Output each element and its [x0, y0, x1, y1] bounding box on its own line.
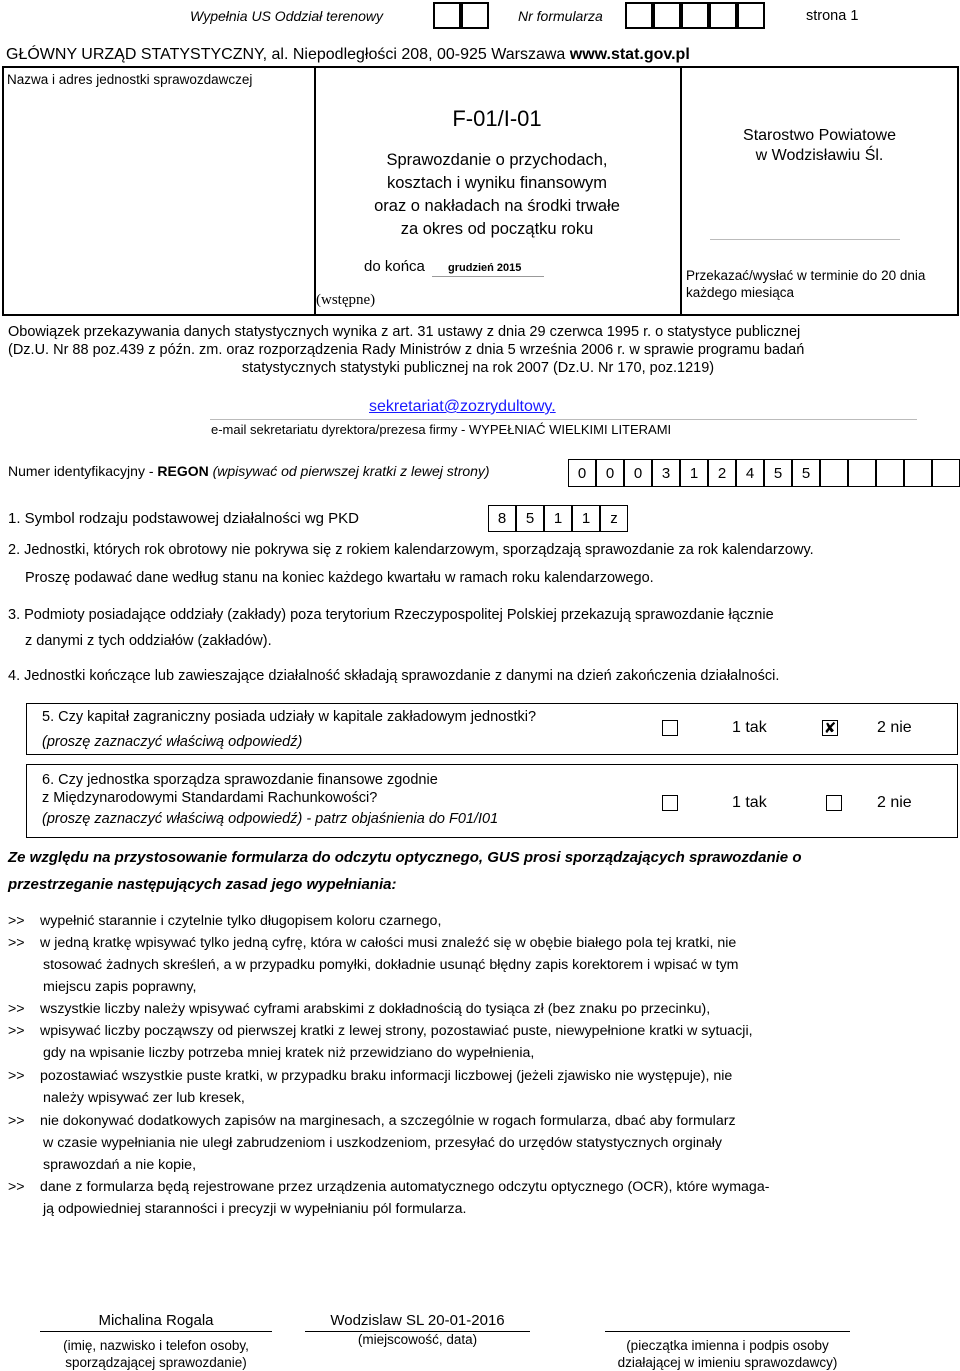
rule-2-cont: stosować żadnych skreśleń, a w przypadku pomyłki, dokładnie usunąć błędny zapis korektorem i wpisać w tym	[43, 957, 739, 973]
regon-digit[interactable]	[876, 459, 904, 487]
form-title: Sprawozdanie o przychodach, kosztach i wyniku finansowym oraz o nakładach na środki trwałe za okres od początku roku	[374, 151, 620, 238]
recipient: Starostwo Powiatowe w Wodzisławiu Śl.	[743, 127, 896, 164]
period-value: grudzień 2015	[448, 262, 522, 274]
form-number-label: Nr formularza	[518, 8, 603, 24]
regon-digit[interactable]: 4	[736, 459, 764, 487]
pkd-label: 1. Symbol rodzaju podstawowej działalności wg PKD	[8, 510, 360, 527]
rule-7-cont: ją odpowiedniej staranności i precyzji w wypełnianiu pól formularza.	[43, 1201, 467, 1217]
regon-label: Numer identyfikacyjny - REGON (wpisywać od pierwszej kratki z lewej strony)	[8, 463, 490, 479]
q5-yes-label: 1 tak	[732, 719, 767, 736]
q6-no-label: 2 nie	[877, 794, 912, 811]
bullet-marker: >>	[8, 935, 25, 951]
deadline-note: Przekazać/wysłać w terminie do 20 dnia każdego miesiąca	[686, 268, 926, 300]
regon-digit[interactable]	[820, 459, 848, 487]
bullet-marker: >>	[8, 1068, 25, 1084]
note-3: 3. Podmioty posiadające oddziały (zakłady) poza terytorium Rzeczypospolitej Polskiej przekazują sprawozdanie łącznie	[8, 607, 774, 623]
email-field[interactable]: sekretariat@zozrydultowy.	[369, 398, 556, 415]
regon-digit[interactable]: 0	[568, 459, 596, 487]
form-number-box[interactable]	[653, 2, 681, 29]
page-number: strona 1	[806, 8, 859, 24]
form-number-box[interactable]	[709, 2, 737, 29]
filled-by-label: Wypełnia US Oddział terenowy	[190, 8, 383, 24]
q6-yes-checkbox[interactable]	[662, 795, 678, 811]
pkd-char[interactable]: z	[600, 505, 628, 532]
divider	[680, 66, 682, 316]
rule-7: dane z formularza będą rejestrowane przez urządzenia automatycznego odczytu optycznego (OCR), które wymaga-	[40, 1179, 770, 1195]
note-2-detail: Proszę podawać dane według stanu na koniec każdego kwartału w ramach roku kalendarzowego.	[25, 570, 654, 586]
regon-digit[interactable]	[932, 459, 960, 487]
regon-boxes[interactable]	[568, 459, 960, 489]
bullet-marker: >>	[8, 1023, 25, 1039]
pkd-char[interactable]: 5	[516, 505, 544, 532]
place-date[interactable]: Wodzislaw SL 20-01-2016	[330, 1312, 505, 1329]
form-code: F-01/I-01	[452, 106, 542, 131]
preparer-name-label: (imię, nazwisko i telefon osoby, sporządzającej sprawozdanie)	[63, 1338, 249, 1370]
regon-digit[interactable]: 0	[624, 459, 652, 487]
regon-digit[interactable]: 3	[652, 459, 680, 487]
bullet-marker: >>	[8, 1179, 25, 1195]
institution-address: GŁÓWNY URZĄD STATYSTYCZNY, al. Niepodległości 208, 00-925 Warszawa www.stat.gov.pl	[6, 46, 690, 63]
bullet-marker: >>	[8, 1113, 25, 1129]
legal-basis: Obowiązek przekazywania danych statystycznych wynika z art. 31 ustawy z dnia 29 czerwca 1995 r. o statystyce publicznej (Dz.U. Nr 88 poz.439 z późn. zm. oraz rozporządzenia Rady Ministrów z dnia 5 września 2006 r. w sprawie programu badań statystycznych statystyki publicznej na rok 2007 (Dz.U. Nr 170, poz.1219)	[8, 324, 805, 376]
regon-digit[interactable]: 1	[680, 459, 708, 487]
regon-digit[interactable]	[904, 459, 932, 487]
preliminary-label: (wstępne)	[316, 292, 376, 308]
rule-5: pozostawiać wszystkie puste kratki, w przypadku braku informacji liczbowej (jeżeli zjawisko nie występuje), nie	[40, 1068, 733, 1084]
unit-name-label: Nazwa i adres jednostki sprawozdawczej	[7, 72, 253, 87]
rule-6-cont: sprawozdań a nie kopie,	[43, 1157, 197, 1173]
question-6: 6. Czy jednostka sporządza sprawozdanie finansowe zgodnie z Międzynarodowymi Standardami Rachunkowości?	[42, 772, 438, 806]
bullet-marker: >>	[8, 1001, 25, 1017]
note-3-detail: z danymi z tych oddziałów (zakładów).	[25, 633, 272, 649]
website-link: www.stat.gov.pl	[569, 46, 690, 63]
note-4: 4. Jednostki kończące lub zawieszające działalność składają sprawozdanie z danymi na dzień zakończenia działalności.	[8, 668, 780, 684]
regon-digit[interactable]: 5	[764, 459, 792, 487]
regon-digit[interactable]	[848, 459, 876, 487]
rule-6-cont: w czasie wypełniania nie uległ zabrudzeniom i uszkodzeniom, przesyłać do urzędów statystycznych orginały	[43, 1135, 722, 1151]
rule-4: wpisywać liczby począwszy od pierwszej kratki z lewej strony, pozostawiać puste, niewypełnione kratki w sytuacji,	[40, 1023, 753, 1039]
email-label: e-mail sekretariatu dyrektora/prezesa firmy - WYPEŁNIAĆ WIELKIMI LITERAMI	[211, 422, 672, 437]
checkmark-icon: ✘	[823, 719, 837, 737]
regon-digit[interactable]: 5	[792, 459, 820, 487]
regon-digit[interactable]: 0	[596, 459, 624, 487]
rule-5-cont: należy wpisywać zer lub kresek,	[43, 1090, 245, 1106]
q5-no-checkbox[interactable]	[822, 720, 838, 736]
period-label: do końca	[364, 258, 425, 275]
instructions-intro: Ze względu na przystosowanie formularza do odczytu optycznego, GUS prosi sporządzających sprawozdanie o	[8, 849, 802, 866]
form-number-box[interactable]	[737, 2, 765, 29]
pkd-char[interactable]: 1	[572, 505, 600, 532]
question-5: 5. Czy kapitał zagraniczny posiada udziały w kapitale zakładowym jednostki?	[42, 709, 537, 725]
pkd-char[interactable]: 1	[544, 505, 572, 532]
regon-digit[interactable]: 2	[708, 459, 736, 487]
preparer-name[interactable]: Michalina Rogala	[98, 1312, 214, 1329]
stamp-signature-label: (pieczątka imienna i podpis osoby działającej w imieniu sprawozdawcy)	[617, 1338, 838, 1370]
question-6-hint: (proszę zaznaczyć właściwą odpowiedź) - patrz objaśnienia do F01/I01	[42, 811, 499, 827]
bullet-marker: >>	[8, 913, 25, 929]
rule-6: nie dokonywać dodatkowych zapisów na marginesach, a szczególnie w rogach formularza, dbać aby formularz	[40, 1113, 736, 1129]
rule-3: wszystkie liczby należy wpisywać cyframi arabskimi z dokładnością do tysiąca zł (bez znaku po przecinku),	[40, 1001, 711, 1017]
branch-code-box[interactable]	[433, 2, 461, 29]
rule-1: wypełnić starannie i czytelnie tylko długopisem koloru czarnego,	[40, 913, 442, 929]
question-5-hint: (proszę zaznaczyć właściwą odpowiedź)	[42, 734, 303, 750]
instructions-intro: przestrzeganie następujących zasad jego wypełniania:	[8, 876, 397, 893]
form-number-box[interactable]	[625, 2, 653, 29]
branch-code-box[interactable]	[461, 2, 489, 29]
q5-yes-checkbox[interactable]	[662, 720, 678, 736]
place-date-label: (miejscowość, data)	[357, 1332, 478, 1347]
unit-name-field[interactable]	[4, 92, 312, 312]
q6-no-checkbox[interactable]	[826, 795, 842, 811]
rule-2-cont: miejscu zapis poprawny,	[43, 979, 197, 995]
q6-yes-label: 1 tak	[732, 794, 767, 811]
form-number-box[interactable]	[681, 2, 709, 29]
pkd-char[interactable]: 8	[488, 505, 516, 532]
q5-no-label: 2 nie	[877, 719, 912, 736]
rule-4-cont: gdy na wpisanie liczby potrzeba mniej kratek niż przewidziano do wypełnienia,	[43, 1045, 535, 1061]
note-2: 2. Jednostki, których rok obrotowy nie pokrywa się z rokiem kalendarzowym, sporządzają sprawozdanie za rok kalendarzowy.	[8, 542, 814, 558]
rule-2: w jedną kratkę wpisywać tylko jedną cyfrę, która w całości musi znaleźć się w obębie białego pola tej kratki, nie	[40, 935, 737, 951]
